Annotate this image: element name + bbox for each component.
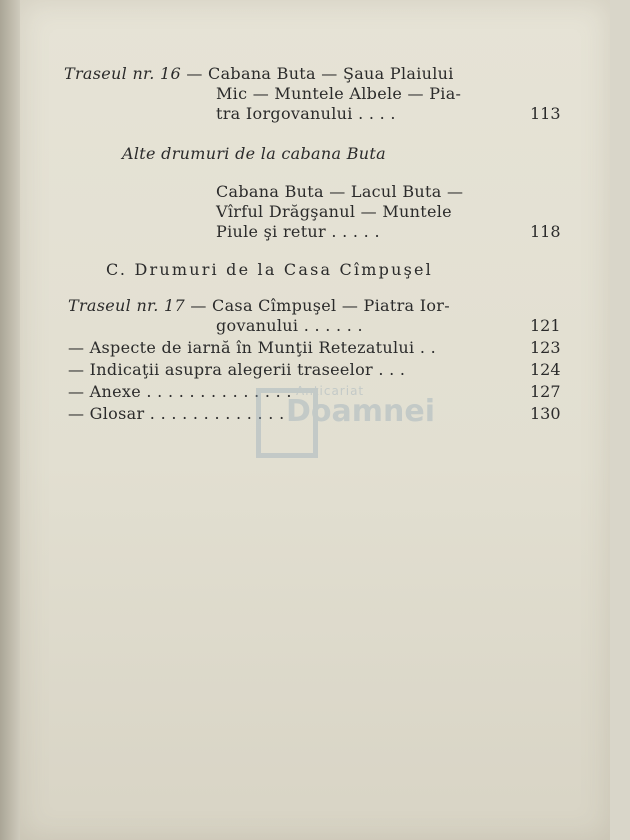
traseul-17-page: 121	[530, 316, 561, 335]
toc-entry: — Anexe . . . . . . . . . . . . . .	[68, 382, 292, 401]
watermark-logo	[256, 382, 436, 462]
leader-dots: . . . . .	[325, 222, 380, 241]
toc-entry-page: 124	[530, 360, 561, 379]
leader-dots: . . .	[372, 360, 406, 379]
buta-line-2: Vîrful Drăgşanul — Muntele	[216, 202, 452, 221]
leader-dots: . .	[414, 338, 436, 357]
section-c-heading: C. Drumuri de la Casa Cîmpuşel	[106, 260, 433, 279]
toc-entry: — Indicaţii asupra alegerii traseelor . . .	[68, 360, 406, 379]
toc-entry: — Aspecte de iarnă în Munţii Retezatului . .	[68, 338, 436, 357]
toc-entry-page: 130	[530, 404, 561, 423]
alte-drumuri-heading: Alte drumuri de la cabana Buta	[122, 144, 386, 163]
leader-dots: . . . . . . . . . . . . . .	[141, 382, 292, 401]
toc-entry-page: 123	[530, 338, 561, 357]
traseul-16-route-1: — Cabana Buta — Şaua Plaiului	[180, 64, 454, 83]
watermark-big-text: Doamnei	[286, 394, 436, 429]
document-page	[20, 0, 610, 840]
traseul-16-line-1	[64, 64, 454, 83]
buta-route-3: Piule şi retur	[216, 222, 326, 241]
traseul-17-line-2	[216, 316, 363, 335]
toc-entry: — Glosar . . . . . . . . . . . . .	[68, 404, 285, 423]
traseul-16-page: 113	[530, 104, 561, 123]
traseul-17-route-2: govanului	[216, 316, 299, 335]
traseul-16-route-3: tra Iorgovanului	[216, 104, 353, 123]
traseul-16-line-3	[216, 104, 396, 123]
leader-dots: . . . . . .	[298, 316, 363, 335]
traseul-16-line-2: Mic — Muntele Albele — Pia-	[216, 84, 462, 103]
traseul-17-route-1: — Casa Cîmpuşel — Piatra Ior-	[184, 296, 450, 315]
leader-dots: . . . . . . . . . . . . .	[144, 404, 285, 423]
traseul-17-line-1	[68, 296, 450, 315]
toc-entry-page: 127	[530, 382, 561, 401]
traseul-17-label: Traseul nr. 17	[68, 296, 185, 315]
page-shadow-edge	[0, 0, 20, 840]
watermark-small-text: Anticariat	[296, 384, 365, 398]
buta-line-1: Cabana Buta — Lacul Buta —	[216, 182, 464, 201]
leader-dots: . . . .	[352, 104, 396, 123]
traseul-16-label: Traseul nr. 16	[64, 64, 181, 83]
buta-line-3	[216, 222, 380, 241]
buta-page: 118	[530, 222, 561, 241]
